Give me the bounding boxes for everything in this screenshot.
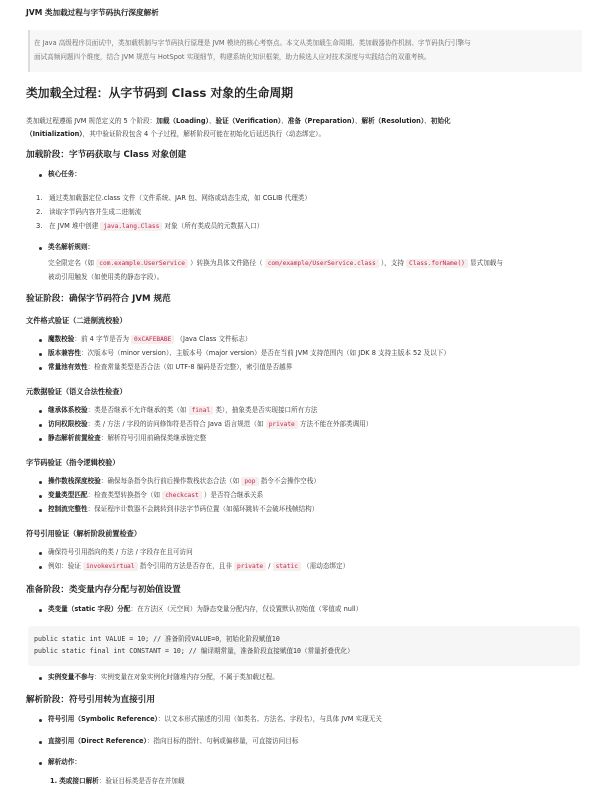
inline-code: java.lang.Class: [100, 222, 162, 231]
inline-code: final: [189, 406, 214, 415]
format-item-2: [48, 350, 450, 357]
text: ：检查常量类型是否合法（如 UTF-8 编码是否完整），索引值是否越界: [87, 363, 293, 371]
text: ：在方法区（元空间）为静态变量分配内存，仅设置默认初始值（零值或 null）: [130, 605, 363, 613]
label: 变量类型匹配: [48, 491, 88, 499]
bullet-icon: [39, 438, 42, 441]
lifecycle-paragraph-line-1: [26, 118, 451, 125]
bullet-icon: [39, 677, 42, 680]
text: ），支持: [380, 259, 404, 267]
text: ：实例变量在对象实例化时随堆内存分配，不属于类加载过程。: [94, 673, 279, 681]
core-task-label: 核心任务：: [48, 170, 81, 178]
code-line-1: public static int VALUE = 10; // 准备阶段VALUE=0，初始化阶段赋值10: [34, 635, 280, 643]
bullet-icon: [39, 174, 42, 177]
label: 控制流完整性: [48, 505, 88, 513]
resolve-item-2: [48, 738, 298, 745]
format-item-3: [48, 364, 292, 371]
term-initialization: 初始化: [430, 117, 451, 125]
intro-line-2: 面试高频问题四个维度，结合 JVM 规范与 HotSpot 实现细节，构建系统化知识框架，助力候选人应对技术深度与实践结合的双重考核。: [34, 53, 431, 61]
rule-line-2: 被动引用触发（如使用类的静态字段）。: [48, 273, 164, 281]
text: ：保证程序计数器不会跳转到非法字节码位置（如循环跳转不会破坏栈帧结构）: [87, 505, 319, 513]
loading-step-2: 读取字节码内容并生成二进制流: [49, 208, 142, 216]
inline-code: com.example.UserService: [96, 259, 188, 268]
prepare-item-2: [48, 674, 279, 681]
text: 、: [424, 117, 431, 125]
text: ：指向目标的指针、句柄或偏移量，可直接访问目标: [146, 737, 299, 745]
heading-symbol-ref: 符号引用验证（解析阶段前置检查）: [26, 529, 142, 538]
heading-file-format: 文件格式验证（二进制流校验）: [26, 316, 127, 325]
text: /: [268, 562, 271, 570]
text: 指令引用的方法是否存在，且非: [139, 562, 232, 570]
label: 继承体系校验: [48, 406, 88, 414]
inline-code: private: [234, 562, 266, 571]
text: ，其中验证阶段包含 4 个子过程，解析阶段可能在初始化后延迟执行（动态绑定）。: [82, 130, 326, 138]
text: ：次版本号（minor version）、主版本号（major version）是否在当前 JVM 支持范围内（如 JDK 8 支持主版本 52 及以下）: [80, 349, 450, 357]
text: 对象（所有类成员的元数据入口）: [164, 222, 264, 230]
text: 、: [281, 117, 288, 125]
term-resolution: 解析（Resolution）: [361, 117, 425, 125]
rule-label: 类名解析规则：: [48, 243, 95, 251]
bullet-icon: [39, 367, 42, 370]
loading-step-1: 通过类加载器定位.class 文件（文件系统、JAR 包、网络或动态生成，如 CGLIB 代理类）: [49, 194, 312, 202]
label: 实例变量不参与: [48, 673, 95, 681]
heading-loading-stage: 加载阶段：字节码获取与 Class 对象创建: [26, 150, 187, 160]
text: 完全限定名（如: [48, 259, 95, 267]
symbol-item-2: [48, 563, 349, 570]
text: 、: [354, 117, 362, 125]
inline-code: invokevirtual: [83, 562, 137, 571]
label: 符号引用（Symbolic Reference）: [48, 715, 158, 723]
list-number: 1.: [36, 194, 43, 202]
list-number: 3.: [36, 222, 43, 230]
label: 类变量（static 字段）分配: [48, 605, 131, 613]
loading-step-3: [49, 223, 263, 230]
text: 方法不能在外部类调用）: [299, 420, 373, 428]
resolve-item-1: [48, 716, 382, 723]
text: ：类是否继承不允许继承的类（如: [87, 406, 187, 414]
bullet-icon: [39, 609, 42, 612]
text: （Java Class 文件标志）: [176, 335, 252, 343]
text: ：检查类型转换指令（如: [87, 491, 161, 499]
intro-line-1: 在 Java 高级程序员面试中，类加载机制与字节码执行原理是 JVM 模块的核心考察点。本文从类加载生命周期、类加载器协作机制、字节码执行引擎与: [34, 39, 471, 47]
bullet-icon: [39, 566, 42, 569]
text: 类加载过程遵循 JVM 规范定义的 5 个阶段：: [26, 117, 157, 125]
bullet-icon: [39, 339, 42, 342]
label: 直接引用（Direct Reference）: [48, 737, 147, 745]
bullet-icon: [39, 247, 42, 250]
bullet-icon: [39, 481, 42, 484]
meta-item-2: [48, 421, 372, 428]
bullet-icon: [39, 410, 42, 413]
inline-code: private: [266, 420, 298, 429]
bullet-icon: [39, 762, 42, 765]
label: 常量池有效性: [48, 363, 88, 371]
text: 指令不会操作空栈）: [260, 477, 320, 485]
inline-code: com/example/UserService.class: [265, 259, 379, 268]
heading-verify-stage: 验证阶段：确保字节码符合 JVM 规范: [26, 294, 171, 304]
prepare-item-1: [48, 606, 362, 613]
text: ：以文本形式描述的引用（如类名、方法名、字段名），与具体 JVM 实现无关: [157, 715, 382, 723]
symbol-item-1: 确保符号引用指向的类 / 方法 / 字段存在且可访问: [48, 548, 193, 556]
text: 、: [208, 117, 216, 125]
bullet-icon: [39, 353, 42, 356]
bytecode-item-2: [48, 492, 263, 499]
lifecycle-paragraph-line-2: [26, 131, 325, 138]
bytecode-item-1: [48, 478, 320, 485]
label: 类或接口解析: [59, 777, 99, 785]
bullet-icon: [39, 741, 42, 744]
bullet-icon: [39, 424, 42, 427]
list-number: 1.: [50, 777, 58, 785]
resolve-sub-item-1: [50, 778, 184, 785]
label: 操作数栈深度校验: [48, 477, 101, 485]
rule-line-1: [48, 260, 503, 267]
label: 魔数校验: [48, 335, 75, 343]
text: 类），抽象类是否实现接口所有方法: [215, 406, 318, 414]
text: ：验证目标类是否存在并加载: [98, 777, 185, 785]
text: （需动态绑定）: [303, 562, 350, 570]
bullet-icon: [39, 509, 42, 512]
bullet-icon: [39, 552, 42, 555]
label: 访问权限校验: [48, 420, 88, 428]
text: ）是否符合继承关系: [203, 491, 264, 499]
inline-code: pop: [241, 477, 258, 486]
text: ：确保每条指令执行前后操作数栈状态合法（如: [100, 477, 240, 485]
code-line-2: public static final int CONSTANT = 10; // 编译期常量，准备阶段直接赋值10（常量折叠优化）: [34, 647, 354, 655]
heading-metadata: 元数据验证（语义合法性检查）: [26, 387, 127, 396]
text: ：类 / 方法 / 字段的访问修饰符是否符合 Java 语言规范（如: [87, 420, 264, 428]
format-item-1: [48, 336, 251, 343]
label: 版本兼容性: [48, 349, 81, 357]
section-heading-lifecycle: 类加载全过程：从字节码到 Class 对象的生命周期: [26, 86, 294, 100]
intro-blockquote: [28, 30, 582, 72]
list-number: 2.: [36, 208, 43, 216]
text: ：解析符号引用前确保类继承链完整: [100, 434, 207, 442]
inline-code: checkcast: [162, 491, 202, 500]
meta-item-1: [48, 407, 318, 414]
resolve-action-label: 解析动作：: [48, 758, 81, 766]
inline-code: static: [273, 562, 301, 571]
text: ：前 4 字节是否为: [74, 335, 129, 343]
heading-bytecode: 字节码验证（指令逻辑校验）: [26, 458, 120, 467]
term-loading: 加载（Loading）: [156, 117, 209, 125]
text: ）转换为具体文件路径（: [190, 259, 263, 267]
term-initialization-en: （Initialization）: [26, 130, 83, 138]
meta-item-3: [48, 435, 206, 442]
term-preparation: 准备（Preparation）: [287, 117, 355, 125]
label: 静态解析前置检查: [48, 434, 101, 442]
term-verification: 验证（Verification）: [215, 117, 282, 125]
text: 例如：验证: [48, 562, 81, 570]
text: 在 JVM 堆中创建: [49, 222, 99, 230]
inline-code: 0xCAFEBABE: [131, 335, 174, 344]
bullet-icon: [39, 719, 42, 722]
heading-prepare-stage: 准备阶段：类变量内存分配与初始值设置: [26, 585, 181, 595]
heading-resolve-stage: 解析阶段：符号引用转为直接引用: [26, 695, 155, 705]
text: 显式加载与: [470, 259, 503, 267]
page-title: JVM 类加载过程与字节码执行深度解析: [26, 8, 159, 17]
code-block: [28, 626, 580, 666]
bullet-icon: [39, 495, 42, 498]
inline-code: Class.forName(): [406, 259, 468, 268]
bytecode-item-3: [48, 506, 318, 513]
